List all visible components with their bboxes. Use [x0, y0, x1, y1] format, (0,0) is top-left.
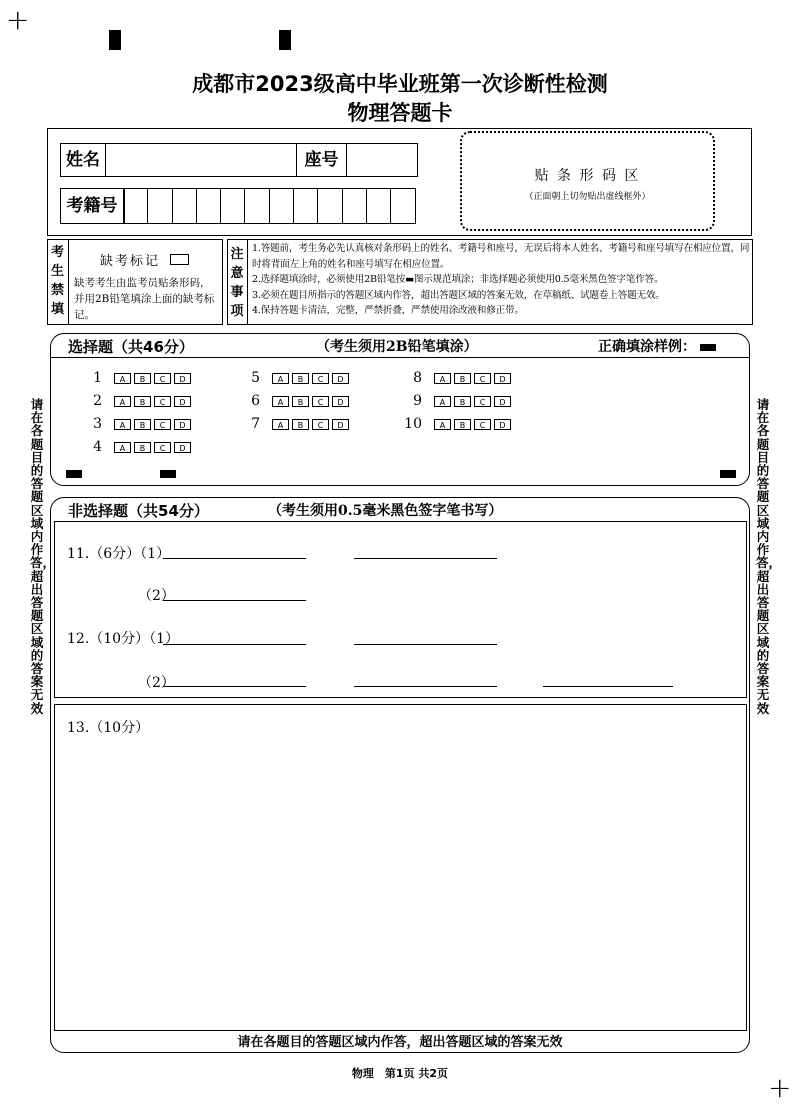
question-number: 7 [251, 416, 260, 432]
choice-question [402, 413, 514, 436]
option-a[interactable]: A [272, 373, 289, 384]
option-b[interactable]: B [454, 419, 471, 430]
question-number: 6 [251, 393, 260, 409]
exam-number-label: 考籍号 [60, 188, 124, 224]
choice-section-divider [50, 357, 750, 358]
seat-label: 座号 [296, 143, 347, 177]
absent-mark-box[interactable] [170, 254, 189, 265]
choice-question [240, 367, 352, 390]
timing-mark [66, 470, 82, 478]
choice-question [82, 436, 194, 459]
note-item: 1.答题前，考生务必先认真核对条形码上的姓名、考籍号和座号，无误后将本人姓名、考籍号和座号填写在相应位置，同时将背面左上角的姓名和座号填写在相应位置。 [252, 243, 750, 270]
option-d[interactable]: D [174, 419, 191, 430]
option-c[interactable]: C [154, 442, 171, 453]
choice-column [240, 367, 352, 436]
option-a[interactable]: A [434, 419, 451, 430]
option-a[interactable]: A [114, 442, 131, 453]
answer-blank[interactable] [163, 686, 306, 687]
answer-blank[interactable] [163, 600, 306, 601]
page-subtitle: 物理答题卡 [347, 101, 453, 125]
option-d[interactable]: D [494, 396, 511, 407]
question-number: 3 [93, 416, 102, 432]
question-number: 9 [413, 393, 422, 409]
choice-question [240, 413, 352, 436]
absent-mark-row [100, 250, 189, 269]
fill-example-label: 正确填涂样例： [598, 339, 696, 355]
option-b[interactable]: B [292, 373, 309, 384]
choice-question [82, 413, 194, 436]
barcode-area[interactable] [460, 131, 715, 231]
absent-mark-label: 缺考标记 [100, 254, 161, 269]
option-d[interactable]: D [332, 396, 349, 407]
question-number: 8 [413, 370, 422, 386]
q12-label-row [67, 628, 179, 648]
barcode-title: 贴 条 形 码 区 [534, 168, 641, 184]
choice-question [402, 390, 514, 413]
answer-area-q13[interactable] [54, 704, 747, 1031]
q11-label: 11.（6分） [67, 546, 141, 562]
option-d[interactable]: D [494, 373, 511, 384]
timing-mark [279, 30, 291, 50]
page-footer: 物理 第1页 共2页 [351, 1067, 449, 1080]
option-b[interactable]: B [454, 373, 471, 384]
question-number: 10 [404, 416, 422, 432]
choice-section-instruction: （考生须用2B铅笔填涂） [316, 339, 478, 355]
non-choice-section-title: 非选择题（共54分） [68, 502, 209, 520]
name-label: 姓名 [60, 143, 106, 177]
option-c[interactable]: C [474, 373, 491, 384]
option-d[interactable]: D [332, 373, 349, 384]
option-c[interactable]: C [154, 396, 171, 407]
registration-mark-top-left: + [6, 3, 30, 36]
fill-example [598, 336, 716, 358]
name-field[interactable] [105, 143, 297, 177]
option-b[interactable]: B [134, 396, 151, 407]
option-c[interactable]: C [312, 396, 329, 407]
bottom-warning: 请在各题目的答题区域内作答，超出答题区域的答案无效 [237, 1035, 563, 1050]
question-number: 5 [251, 370, 260, 386]
notes-list [252, 241, 752, 319]
option-b[interactable]: B [292, 419, 309, 430]
fill-example-mark [700, 344, 716, 351]
option-b[interactable]: B [292, 396, 309, 407]
page-title: 成都市2023级高中毕业班第一次诊断性检测 [192, 72, 608, 96]
choice-column [402, 367, 514, 436]
q11-sub2-label: （2） [138, 588, 175, 604]
exam-number-digit[interactable] [197, 188, 221, 224]
exam-number-digit[interactable] [173, 188, 197, 224]
option-b[interactable]: B [454, 396, 471, 407]
choice-column [82, 367, 194, 459]
exam-number-digit[interactable] [391, 188, 415, 224]
absent-mark-description: 缺考考生由监考员贴条形码，并用2B铅笔填涂上面的缺考标记。 [74, 277, 215, 321]
note-item: 4.保持答题卡清洁，完整，严禁折叠，严禁使用涂改液和修正带。 [252, 305, 524, 316]
registration-mark-bottom-right: + [768, 1071, 792, 1104]
option-a[interactable]: A [114, 419, 131, 430]
option-a[interactable]: A [434, 373, 451, 384]
option-d[interactable]: D [174, 442, 191, 453]
exam-number-digit[interactable] [318, 188, 342, 224]
option-c[interactable]: C [474, 396, 491, 407]
name-seat-row [60, 143, 418, 177]
option-c[interactable]: C [312, 373, 329, 384]
timing-mark [109, 30, 121, 50]
note-item: 3.必须在题目所指示的答题区域内作答，超出答题区域的答案无效，在草稿纸、试题卷上答题无效。 [252, 289, 665, 301]
notes-side [227, 239, 248, 325]
option-c[interactable]: C [474, 419, 491, 430]
exam-number-digit[interactable] [245, 188, 269, 224]
exam-number-digit[interactable] [270, 188, 294, 224]
question-number: 4 [93, 439, 102, 455]
choice-question [82, 367, 194, 390]
answer-blank[interactable] [354, 558, 497, 559]
candidate-forbidden-side [47, 239, 69, 325]
q13-label: 13.（10分） [67, 720, 150, 736]
notes-side-label: 注意事项 [230, 247, 244, 319]
option-a[interactable]: A [114, 373, 131, 384]
question-number: 2 [93, 393, 102, 409]
option-c[interactable]: C [312, 419, 329, 430]
q11-sub1-label: （1） [140, 546, 171, 562]
option-b[interactable]: B [134, 442, 151, 453]
answer-blank[interactable] [163, 558, 306, 559]
note-item: 2.选择题填涂时，必须使用2B铅笔按▬图示规范填涂；非选择题必须使用0.5毫米黑色签字笔作答。 [252, 274, 664, 285]
option-c[interactable]: C [154, 419, 171, 430]
barcode-note: （正面朝上切勿贴出虚线框外） [524, 192, 651, 202]
timing-mark [160, 470, 176, 478]
q11-label-row [67, 543, 170, 563]
option-b[interactable]: B [134, 373, 151, 384]
option-a[interactable]: A [434, 396, 451, 407]
exam-number-digit[interactable] [294, 188, 318, 224]
choice-question [402, 367, 514, 390]
seat-field[interactable] [346, 143, 418, 177]
q12-label: 12.（10分） [67, 631, 150, 647]
option-d[interactable]: D [332, 419, 349, 430]
exam-number-cells[interactable] [124, 188, 416, 224]
exam-number-digit[interactable] [343, 188, 367, 224]
option-c[interactable]: C [154, 373, 171, 384]
choice-section-title: 选择题（共46分） [68, 338, 194, 356]
answer-blank[interactable] [543, 686, 673, 687]
choice-question [240, 390, 352, 413]
exam-number-digit[interactable] [124, 188, 148, 224]
exam-number-digit[interactable] [221, 188, 245, 224]
option-d[interactable]: D [174, 396, 191, 407]
option-a[interactable]: A [114, 396, 131, 407]
exam-number-digit[interactable] [367, 188, 391, 224]
answer-blank[interactable] [354, 686, 497, 687]
choice-question [82, 390, 194, 413]
q12-sub2-label: （2） [138, 675, 175, 691]
exam-number-row [60, 188, 416, 224]
answer-blank[interactable] [354, 644, 497, 645]
left-side-warning: 请在各题目的答题区域内作答，超出答题区域的答案无效 [30, 397, 56, 716]
timing-mark [720, 470, 736, 478]
right-side-warning: 请在各题目的答题区域内作答，超出答题区域的答案无效 [756, 397, 782, 716]
candidate-forbidden-side-label: 考生禁填 [50, 245, 64, 317]
question-number: 1 [93, 370, 102, 386]
option-a[interactable]: A [272, 396, 289, 407]
option-a[interactable]: A [272, 419, 289, 430]
option-d[interactable]: D [174, 373, 191, 384]
answer-blank[interactable] [163, 644, 306, 645]
non-choice-section-instruction: （考生须用0.5毫米黑色签字笔书写） [268, 503, 503, 519]
q12-sub1-label: （1） [149, 631, 180, 647]
option-b[interactable]: B [134, 419, 151, 430]
exam-number-digit[interactable] [148, 188, 172, 224]
option-d[interactable]: D [494, 419, 511, 430]
